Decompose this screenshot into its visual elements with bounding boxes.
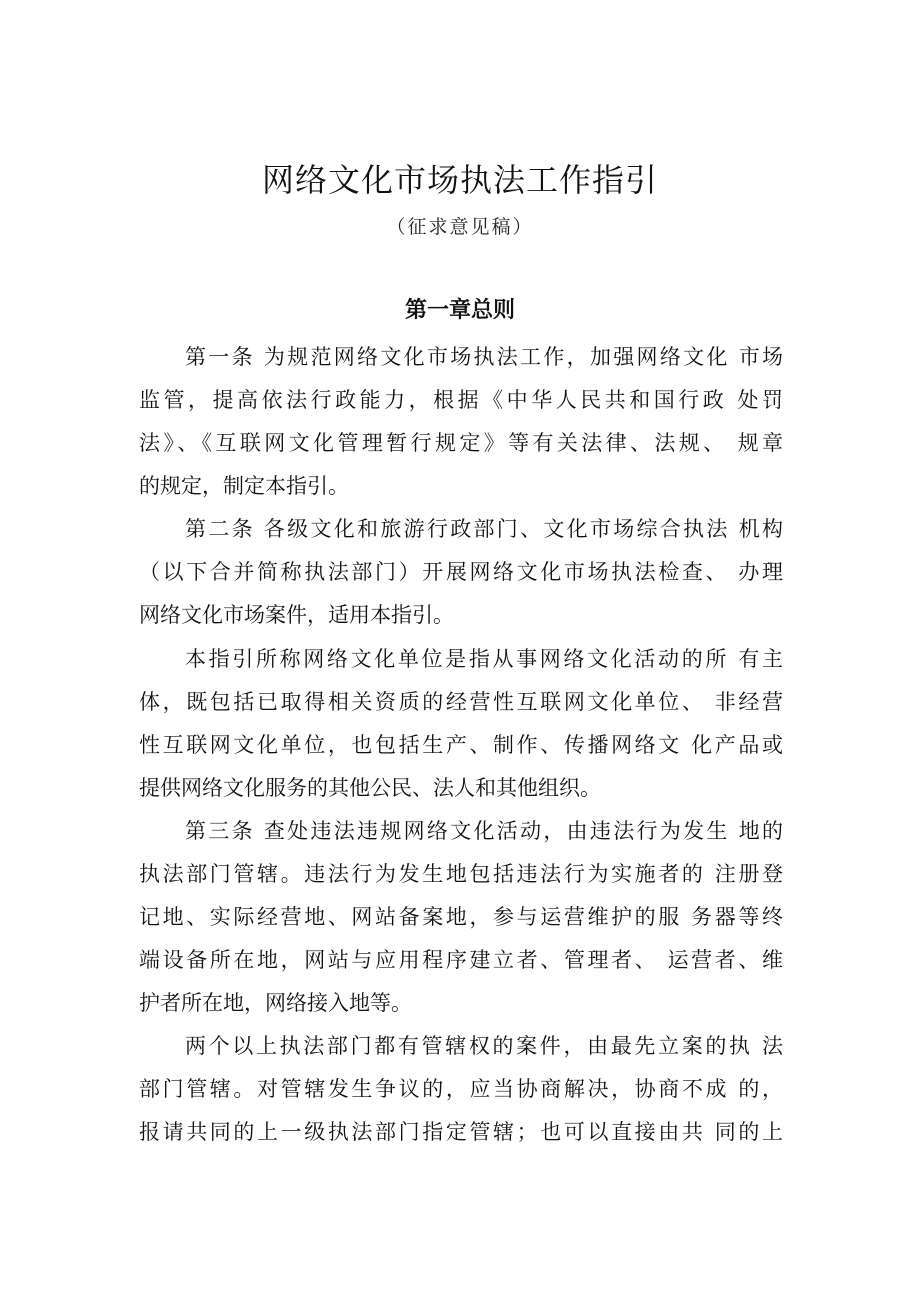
document-title: 网络文化市场执法工作指引	[261, 161, 658, 199]
body-line: 监管，提高依法行政能力，根据《中华人民共和国行政 处罚	[139, 388, 783, 412]
body-line: 第三条 查处违法违规网络文化活动，由违法行为发生 地的	[185, 819, 783, 843]
body-line: 性互联网文化单位，也包括生产、制作、传播网络文 化产品或	[139, 733, 783, 757]
body-line: 第二条 各级文化和旅游行政部门、文化市场综合执法 机构	[185, 517, 783, 541]
body-line: 网络文化市场案件，适用本指引。	[139, 603, 454, 627]
body-line: （以下合并简称执法部门）开展网络文化市场执法检查、 办理	[139, 560, 783, 584]
body-line: 护者所在地，网络接入地等。	[139, 991, 412, 1015]
body-line: 体，既包括已取得相关资质的经营性互联网文化单位、 非经营	[139, 690, 783, 714]
body-line: 部门管辖。对管辖发生争议的，应当协商解决，协商不成 的，	[139, 1077, 783, 1101]
body-line: 第一条 为规范网络文化市场执法工作，加强网络文化 市场	[185, 345, 783, 369]
chapter-heading: 第一章总则	[404, 298, 515, 323]
body-line: 端设备所在地，网站与应用程序建立者、管理者、 运营者、维	[139, 948, 783, 972]
body-line: 本指引所称网络文化单位是指从事网络文化活动的所 有主	[185, 647, 783, 671]
body-line: 提供网络文化服务的其他公民、法人和其他组织。	[139, 776, 601, 800]
body-line: 法》、《互联网文化管理暂行规定》等有关法律、法规、 规章	[139, 431, 783, 455]
body-line: 的规定，制定本指引。	[139, 474, 349, 498]
body-line: 报请共同的上一级执法部门指定管辖；也可以直接由共 同的上	[139, 1120, 783, 1144]
body-line: 记地、实际经营地、网站备案地，参与运营维护的服 务器等终	[139, 905, 783, 929]
body-line: 执法部门管辖。违法行为发生地包括违法行为实施者的 注册登	[139, 862, 783, 886]
body-line: 两个以上执法部门都有管辖权的案件，由最先立案的执 法	[185, 1034, 783, 1058]
document-subtitle: （征求意见稿）	[386, 216, 534, 238]
